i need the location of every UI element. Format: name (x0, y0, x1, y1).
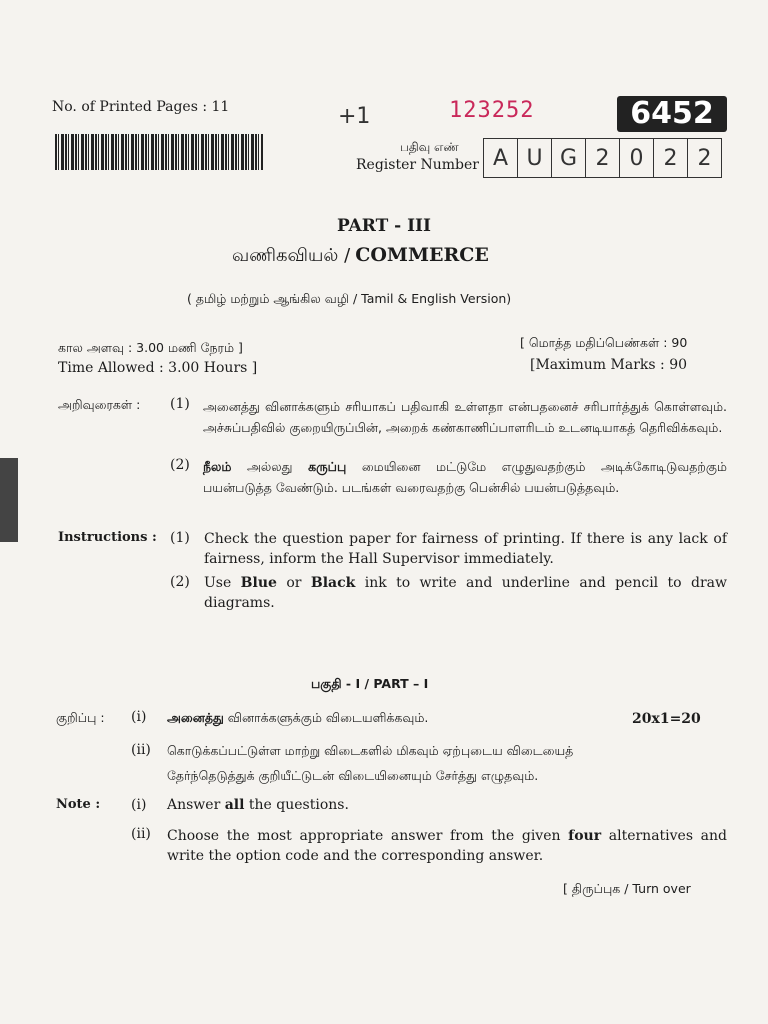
text-or: or (276, 575, 311, 591)
register-digit: 2 (697, 145, 712, 171)
version-note: ( தமிழ் மற்றும் ஆங்கில வழி / Tamil & English Version) (187, 291, 512, 306)
text-blue-ta: நீலம் (203, 459, 232, 474)
text-rest-ta: மையினை மட்டுமே எழுதுவதற்கும் அடிக்கோடிடுவதற்கும் பயன்படுத்த வேண்டும். படங்கள் வரைவதற்கு பென்சில் பயன்படுத்தவும். (203, 459, 727, 495)
text-four: four (568, 828, 602, 844)
text-blue: Blue (240, 575, 277, 591)
subject-english: COMMERCE (355, 244, 489, 266)
instructions-tamil-label: அறிவுரைகள் : (58, 397, 141, 412)
text-questions: the questions. (244, 797, 349, 813)
note-item-number: (i) (131, 709, 147, 725)
register-label-english: Register Number (356, 157, 479, 173)
instruction-tamil-1: அனைத்து வினாக்களும் சரியாகப் பதிவாகி உள்ளதா என்பதனைச் சரிபார்த்துக் கொள்ளவும். அச்சுப்பதிவில் குறையிருப்பின், அறைக் கண்காணிப்பாளரிடம் உடனடியாகத் தெரிவிக்கவும். (203, 399, 727, 435)
scan-edge-mark (0, 458, 18, 542)
text-black: Black (310, 575, 356, 591)
register-digit: 0 (620, 139, 654, 177)
time-tamil: கால அளவு : 3.00 மணி நேரம் ] (58, 340, 243, 355)
paper-code: 6452 (617, 96, 727, 132)
text-or-ta: அல்லது (231, 459, 309, 474)
note-item-number: (ii) (131, 826, 151, 842)
register-digit: 2 (586, 139, 620, 177)
note-english-label: Note : (56, 797, 101, 812)
marks-english: [Maximum Marks : 90 (530, 357, 688, 373)
note-tamil-ii-line2: தேர்ந்தெடுத்துக் குறியீட்டுடன் விடையினையும் சேர்த்து எழுதவும். (167, 768, 539, 783)
register-label-tamil: பதிவு எண் (400, 140, 459, 154)
time-english: Time Allowed : 3.00 Hours ] (58, 360, 258, 376)
instruction-number: (2) (170, 574, 190, 590)
turn-over: [ திருப்புக / Turn over (563, 881, 691, 896)
serial-number: 123252 (449, 98, 535, 123)
text-choose: Choose the most appropriate answer from the given (167, 828, 569, 844)
marks-tamil: [ மொத்த மதிப்பெண்கள் : 90 (520, 335, 688, 350)
register-digit: U (518, 139, 552, 177)
text-all: all (224, 797, 245, 813)
text-answer: Answer (167, 797, 225, 813)
text-alternatives: alternatives and write the option code and the corresponding answer. (167, 828, 727, 864)
part-one-heading: பகுதி - I / PART – I (311, 676, 429, 691)
subject-title (232, 244, 489, 268)
instruction-tamil-2 (203, 456, 727, 498)
instruction-number: (1) (170, 530, 190, 546)
handwritten-mark: +1 (338, 104, 371, 129)
instruction-number: (1) (170, 396, 190, 412)
note-english-i (167, 797, 349, 813)
instruction-number: (2) (170, 457, 190, 473)
note-tamil-i (167, 710, 428, 727)
register-digit: A (484, 139, 518, 177)
note-item-number: (ii) (131, 742, 151, 758)
register-number-boxes (483, 138, 722, 178)
printed-pages-label: No. of Printed Pages : 11 (52, 99, 230, 115)
note-tamil-label: குறிப்பு : (56, 710, 105, 725)
note-english-ii (167, 826, 727, 866)
register-digit: 2 (654, 139, 688, 177)
part-title: PART - III (337, 216, 431, 236)
note-tamil-ii-line1: கொடுக்கப்பட்டுள்ள மாற்று விடைகளில் மிகவும் ஏற்புடைய விடையைத் (167, 743, 574, 758)
note-item-number: (i) (131, 797, 147, 813)
text-ink-rest: ink to write and underline and pencil to draw diagrams. (204, 575, 727, 611)
instruction-english-2 (204, 573, 727, 613)
instructions-label: Instructions : (58, 530, 157, 545)
text-all-ta: அனைத்து (167, 710, 224, 725)
register-digit: G (552, 139, 586, 177)
barcode (55, 134, 263, 170)
instruction-english-1: Check the question paper for fairness of printing. If there is any lack of fairness, inform the Hall Supervisor immediately. (204, 531, 727, 567)
marks-scheme: 20x1=20 (632, 711, 701, 727)
text-use: Use (204, 575, 241, 591)
subject-tamil: வணிகவியல் / (232, 245, 351, 266)
text-answer-ta: வினாக்களுக்கும் விடையளிக்கவும். (223, 710, 429, 725)
text-black-ta: கருப்பு (308, 459, 347, 474)
